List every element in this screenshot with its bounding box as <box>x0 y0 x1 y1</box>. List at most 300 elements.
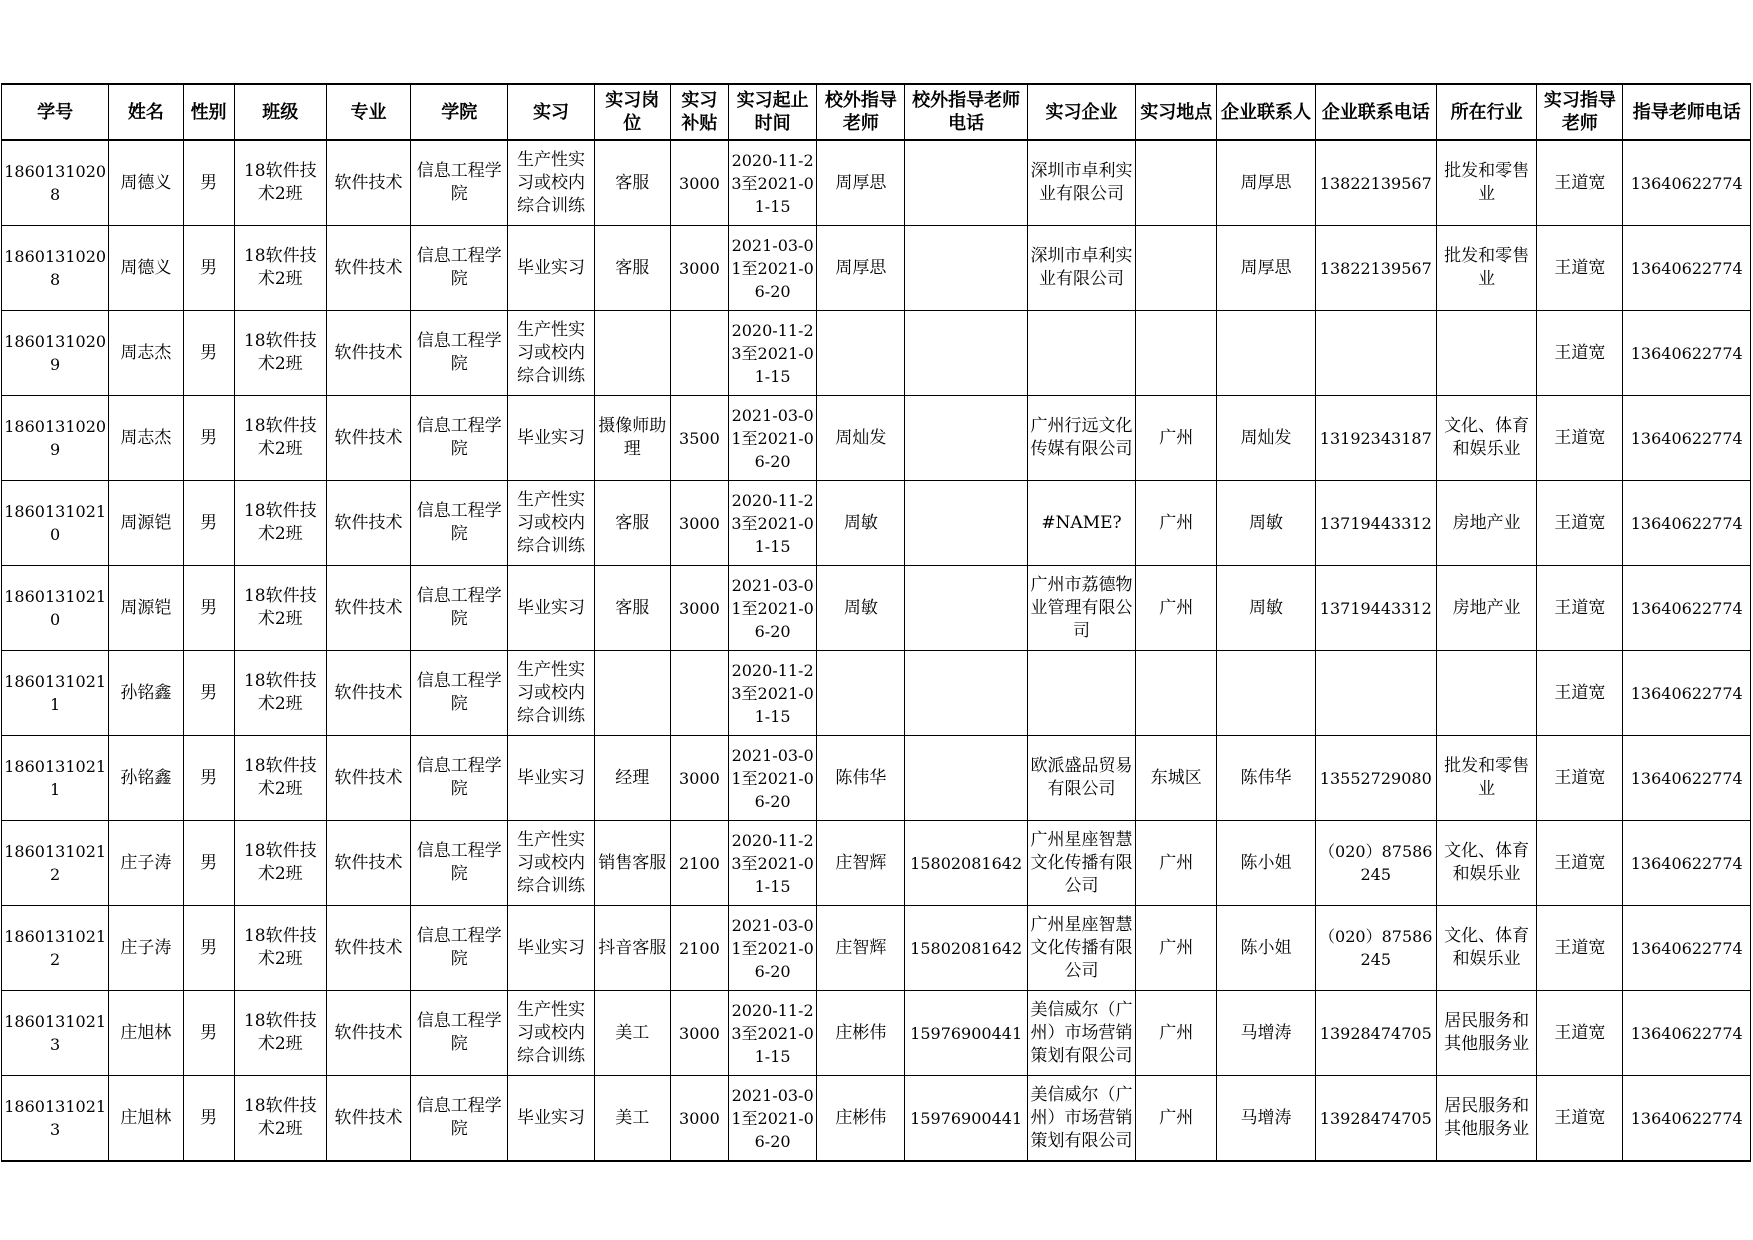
cell-location <box>1136 821 1217 906</box>
header-row <box>2 84 1751 140</box>
cell-industry <box>1436 566 1536 651</box>
cell-text: 男 <box>200 937 218 958</box>
cell-class <box>234 991 326 1076</box>
table-body <box>2 140 1751 1161</box>
cell-period <box>728 226 816 311</box>
cell-text: 文化、体育和娱乐业 <box>1444 416 1530 459</box>
cell-text: 房地产业 <box>1452 597 1521 618</box>
cell-text: 信息工程学院 <box>416 756 502 799</box>
cell-type <box>508 736 594 821</box>
cell-tutor <box>1537 906 1623 991</box>
cell-text: 生产性实习或校内综合训练 <box>517 999 585 1066</box>
cell-type <box>508 140 594 226</box>
cell-company <box>1027 736 1135 821</box>
column-header-ext-tutor: 校外指导老师 <box>817 84 905 140</box>
cell-text: 男 <box>200 1107 218 1128</box>
cell-period <box>728 736 816 821</box>
cell-location <box>1136 906 1217 991</box>
cell-contact-phone <box>1315 226 1436 311</box>
cell-name <box>109 481 183 566</box>
cell-contact <box>1217 566 1315 651</box>
cell-text: 3500 <box>679 428 720 448</box>
cell-company <box>1027 991 1135 1076</box>
cell-ext-tutor-phone <box>905 481 1027 566</box>
cell-ext-tutor <box>817 566 905 651</box>
cell-text: 18601310210 <box>4 502 107 544</box>
cell-text: 生产性实习或校内综合训练 <box>517 829 585 896</box>
cell-text: 15976900441 <box>910 1108 1023 1128</box>
cell-text: 2100 <box>679 938 720 958</box>
cell-text: 摄像师助理 <box>598 416 667 459</box>
cell-text: 男 <box>200 342 218 363</box>
cell-name <box>109 396 183 481</box>
cell-tutor-phone <box>1623 651 1751 736</box>
cell-gender <box>183 821 234 906</box>
cell-text: 男 <box>200 512 218 533</box>
table-row <box>2 991 1751 1076</box>
cell-text: 男 <box>200 427 218 448</box>
cell-ext-tutor-phone <box>905 906 1027 991</box>
cell-text: 周厚思 <box>1240 257 1292 278</box>
cell-text: 广州 <box>1159 1022 1194 1043</box>
cell-contact <box>1217 1076 1315 1162</box>
cell-gender <box>183 991 234 1076</box>
cell-text: 2021-03-01至2021-06-20 <box>731 235 814 301</box>
cell-text: 13640622774 <box>1630 173 1743 193</box>
cell-period <box>728 396 816 481</box>
cell-tutor <box>1537 396 1623 481</box>
cell-text: 广州市荔德物业管理有限公司 <box>1030 574 1133 641</box>
cell-contact-phone <box>1315 991 1436 1076</box>
cell-text: 客服 <box>615 257 650 278</box>
cell-text: 周敏 <box>843 512 878 533</box>
cell-text: 3000 <box>679 258 720 278</box>
cell-period <box>728 481 816 566</box>
cell-text: 文化、体育和娱乐业 <box>1444 926 1530 969</box>
cell-text: 18软件技术2班 <box>243 331 317 374</box>
cell-name <box>109 140 183 226</box>
cell-class <box>234 651 326 736</box>
cell-period <box>728 1076 816 1162</box>
cell-text: （020）87586245 <box>1319 927 1433 969</box>
cell-text: 18601310211 <box>4 672 107 714</box>
cell-period <box>728 566 816 651</box>
cell-text: 批发和零售业 <box>1444 161 1530 204</box>
cell-tutor-phone <box>1623 481 1751 566</box>
cell-class <box>234 140 326 226</box>
cell-text: 软件技术 <box>334 257 403 278</box>
column-header-location: 实习地点 <box>1136 84 1217 140</box>
cell-location <box>1136 991 1217 1076</box>
cell-text: 18601310209 <box>4 417 107 459</box>
cell-text: 毕业实习 <box>517 597 585 618</box>
column-header-post: 实习岗位 <box>594 84 670 140</box>
cell-type <box>508 991 594 1076</box>
cell-text: 软件技术 <box>334 1022 403 1043</box>
table-header <box>2 84 1751 140</box>
cell-text: 美信威尔（广州）市场营销策划有限公司 <box>1030 1084 1133 1151</box>
cell-text: 软件技术 <box>334 427 403 448</box>
cell-post <box>594 991 670 1076</box>
cell-major <box>326 1076 410 1162</box>
cell-contact-phone <box>1315 396 1436 481</box>
column-header-gender: 性别 <box>183 84 234 140</box>
cell-tutor <box>1537 651 1623 736</box>
cell-text: 13640622774 <box>1630 513 1743 533</box>
cell-company <box>1027 821 1135 906</box>
cell-text: 18软件技术2班 <box>243 926 317 969</box>
cell-industry <box>1436 821 1536 906</box>
cell-text: 信息工程学院 <box>416 331 502 374</box>
cell-id <box>2 226 109 311</box>
cell-text: 18软件技术2班 <box>243 1011 317 1054</box>
cell-industry <box>1436 651 1536 736</box>
cell-id <box>2 566 109 651</box>
cell-gender <box>183 226 234 311</box>
cell-text: 信息工程学院 <box>416 926 502 969</box>
cell-tutor-phone <box>1623 1076 1751 1162</box>
cell-name <box>109 1076 183 1162</box>
cell-ext-tutor-phone <box>905 736 1027 821</box>
cell-ext-tutor-phone <box>905 651 1027 736</box>
cell-text: 庄子涛 <box>120 937 172 958</box>
cell-name <box>109 736 183 821</box>
cell-text: 3000 <box>679 768 720 788</box>
cell-text: 马增涛 <box>1240 1022 1292 1043</box>
cell-text: 马增涛 <box>1240 1107 1292 1128</box>
cell-tutor <box>1537 140 1623 226</box>
cell-text: 周志杰 <box>120 342 172 363</box>
cell-tutor-phone <box>1623 311 1751 396</box>
cell-text: 2020-11-23至2021-01-15 <box>731 320 814 386</box>
cell-post <box>594 906 670 991</box>
cell-text: 软件技术 <box>334 937 403 958</box>
cell-text: 男 <box>200 767 218 788</box>
cell-company <box>1027 396 1135 481</box>
cell-text: 毕业实习 <box>517 257 585 278</box>
cell-text: 3000 <box>679 1108 720 1128</box>
cell-tutor <box>1537 566 1623 651</box>
table-row <box>2 140 1751 226</box>
cell-contact <box>1217 140 1315 226</box>
cell-ext-tutor <box>817 821 905 906</box>
cell-text: 信息工程学院 <box>416 161 502 204</box>
cell-text: 13640622774 <box>1630 768 1743 788</box>
cell-id <box>2 821 109 906</box>
cell-ext-tutor <box>817 481 905 566</box>
cell-text: 13640622774 <box>1630 683 1743 703</box>
cell-industry <box>1436 1076 1536 1162</box>
cell-text: 信息工程学院 <box>416 1011 502 1054</box>
cell-text: 软件技术 <box>334 852 403 873</box>
cell-text: 18软件技术2班 <box>243 501 317 544</box>
cell-text: 经理 <box>615 767 650 788</box>
cell-text: 软件技术 <box>334 512 403 533</box>
cell-subsidy <box>670 1076 728 1162</box>
cell-college <box>411 821 508 906</box>
cell-text: 王道宽 <box>1554 342 1606 363</box>
column-header-tutor-phone: 指导老师电话 <box>1623 84 1751 140</box>
cell-tutor-phone <box>1623 396 1751 481</box>
cell-text: 抖音客服 <box>598 937 667 958</box>
cell-period <box>728 140 816 226</box>
cell-text: 软件技术 <box>334 1107 403 1128</box>
cell-post <box>594 651 670 736</box>
cell-text: 周德义 <box>120 257 172 278</box>
cell-major <box>326 906 410 991</box>
cell-college <box>411 736 508 821</box>
cell-text: 毕业实习 <box>517 427 585 448</box>
cell-text: 居民服务和其他服务业 <box>1444 1096 1530 1139</box>
cell-text: 13719443312 <box>1319 598 1432 618</box>
cell-text: 王道宽 <box>1554 427 1606 448</box>
cell-class <box>234 396 326 481</box>
cell-text: 3000 <box>679 1023 720 1043</box>
cell-location <box>1136 1076 1217 1162</box>
cell-major <box>326 736 410 821</box>
cell-text: 陈小姐 <box>1240 852 1292 873</box>
cell-text: 2021-03-01至2021-06-20 <box>731 915 814 981</box>
cell-text: 广州 <box>1159 427 1194 448</box>
cell-ext-tutor-phone <box>905 1076 1027 1162</box>
cell-type <box>508 396 594 481</box>
column-header-name: 姓名 <box>109 84 183 140</box>
cell-tutor <box>1537 991 1623 1076</box>
cell-text: 3000 <box>679 173 720 193</box>
cell-name <box>109 821 183 906</box>
cell-text: 男 <box>200 257 218 278</box>
table-row <box>2 821 1751 906</box>
cell-text: 美信威尔（广州）市场营销策划有限公司 <box>1030 999 1133 1066</box>
cell-text: （020）87586245 <box>1319 842 1433 884</box>
cell-text: 周源铠 <box>120 512 172 533</box>
cell-text: 2020-11-23至2021-01-15 <box>731 490 814 556</box>
cell-text: 周志杰 <box>120 427 172 448</box>
column-header-contact: 企业联系人 <box>1217 84 1315 140</box>
cell-major <box>326 226 410 311</box>
cell-major <box>326 821 410 906</box>
cell-ext-tutor-phone <box>905 396 1027 481</box>
cell-ext-tutor <box>817 311 905 396</box>
cell-industry <box>1436 736 1536 821</box>
cell-college <box>411 311 508 396</box>
cell-tutor-phone <box>1623 736 1751 821</box>
cell-industry <box>1436 991 1536 1076</box>
column-header-ext-tutor-phone: 校外指导老师电话 <box>905 84 1027 140</box>
cell-text: 13640622774 <box>1630 343 1743 363</box>
cell-text: 广州 <box>1159 512 1194 533</box>
cell-text: 信息工程学院 <box>416 586 502 629</box>
cell-contact <box>1217 311 1315 396</box>
cell-text: 周灿发 <box>1240 427 1292 448</box>
cell-type <box>508 1076 594 1162</box>
cell-text: 庄旭林 <box>120 1107 172 1128</box>
cell-text: 批发和零售业 <box>1444 756 1530 799</box>
cell-text: 王道宽 <box>1554 1022 1606 1043</box>
cell-text: 13640622774 <box>1630 1108 1743 1128</box>
cell-text: 2020-11-23至2021-01-15 <box>731 660 814 726</box>
cell-company <box>1027 566 1135 651</box>
cell-text: 18601310208 <box>4 162 107 204</box>
cell-text: 13640622774 <box>1630 598 1743 618</box>
cell-text: 2021-03-01至2021-06-20 <box>731 575 814 641</box>
column-header-industry: 所在行业 <box>1436 84 1536 140</box>
cell-type <box>508 651 594 736</box>
cell-gender <box>183 651 234 736</box>
cell-text: 广州 <box>1159 852 1194 873</box>
cell-text: 王道宽 <box>1554 597 1606 618</box>
cell-text: 销售客服 <box>598 852 667 873</box>
cell-contact <box>1217 226 1315 311</box>
cell-text: 周源铠 <box>120 597 172 618</box>
cell-class <box>234 906 326 991</box>
cell-text: 庄旭林 <box>120 1022 172 1043</box>
cell-text: 18软件技术2班 <box>243 161 317 204</box>
cell-text: 毕业实习 <box>517 1107 585 1128</box>
cell-text: 王道宽 <box>1554 257 1606 278</box>
cell-tutor-phone <box>1623 140 1751 226</box>
cell-college <box>411 226 508 311</box>
cell-id <box>2 140 109 226</box>
cell-text: 生产性实习或校内综合训练 <box>517 149 585 216</box>
cell-text: 3000 <box>679 513 720 533</box>
cell-text: 信息工程学院 <box>416 671 502 714</box>
cell-text: 2020-11-23至2021-01-15 <box>731 1000 814 1066</box>
table-row <box>2 1076 1751 1162</box>
cell-text: 美工 <box>615 1107 650 1128</box>
cell-text: 深圳市卓利实业有限公司 <box>1030 161 1133 204</box>
cell-period <box>728 821 816 906</box>
cell-gender <box>183 311 234 396</box>
cell-tutor-phone <box>1623 906 1751 991</box>
cell-text: 2021-03-01至2021-06-20 <box>731 1085 814 1151</box>
cell-ext-tutor-phone <box>905 821 1027 906</box>
cell-id <box>2 736 109 821</box>
cell-text: 孙铭鑫 <box>120 682 172 703</box>
cell-tutor <box>1537 311 1623 396</box>
column-header-college: 学院 <box>411 84 508 140</box>
cell-text: 生产性实习或校内综合训练 <box>517 319 585 386</box>
cell-text: 18601310212 <box>4 842 107 884</box>
cell-ext-tutor-phone <box>905 226 1027 311</box>
column-header-id: 学号 <box>2 84 109 140</box>
table-row <box>2 311 1751 396</box>
cell-text: 18601310209 <box>4 332 107 374</box>
cell-text: 2020-11-23至2021-01-15 <box>731 150 814 216</box>
cell-location <box>1136 736 1217 821</box>
cell-contact-phone <box>1315 481 1436 566</box>
cell-college <box>411 991 508 1076</box>
cell-text: 东城区 <box>1150 767 1202 788</box>
cell-text: 男 <box>200 172 218 193</box>
cell-post <box>594 481 670 566</box>
internship-table <box>1 83 1751 1162</box>
cell-company <box>1027 906 1135 991</box>
cell-ext-tutor-phone <box>905 311 1027 396</box>
cell-industry <box>1436 311 1536 396</box>
cell-type <box>508 226 594 311</box>
cell-text: 13822139567 <box>1319 173 1432 193</box>
cell-text: 3000 <box>679 598 720 618</box>
cell-ext-tutor <box>817 1076 905 1162</box>
cell-college <box>411 566 508 651</box>
cell-post <box>594 566 670 651</box>
cell-text: 软件技术 <box>334 682 403 703</box>
cell-type <box>508 566 594 651</box>
cell-gender <box>183 566 234 651</box>
cell-text: 13552729080 <box>1319 768 1432 788</box>
cell-major <box>326 396 410 481</box>
cell-contact-phone <box>1315 906 1436 991</box>
cell-tutor <box>1537 736 1623 821</box>
cell-location <box>1136 140 1217 226</box>
cell-location <box>1136 226 1217 311</box>
cell-text: 13640622774 <box>1630 1023 1743 1043</box>
cell-text: 18软件技术2班 <box>243 586 317 629</box>
cell-college <box>411 651 508 736</box>
cell-text: 男 <box>200 682 218 703</box>
cell-text: 18软件技术2班 <box>243 671 317 714</box>
cell-subsidy <box>670 396 728 481</box>
table-row <box>2 651 1751 736</box>
cell-contact <box>1217 396 1315 481</box>
cell-location <box>1136 396 1217 481</box>
cell-type <box>508 906 594 991</box>
cell-period <box>728 651 816 736</box>
cell-text: 庄智辉 <box>835 937 887 958</box>
cell-id <box>2 311 109 396</box>
cell-post <box>594 140 670 226</box>
cell-class <box>234 311 326 396</box>
cell-text: 2021-03-01至2021-06-20 <box>731 745 814 811</box>
cell-text: 生产性实习或校内综合训练 <box>517 659 585 726</box>
cell-contact-phone <box>1315 311 1436 396</box>
cell-type <box>508 311 594 396</box>
cell-id <box>2 991 109 1076</box>
cell-post <box>594 396 670 481</box>
cell-contact <box>1217 481 1315 566</box>
column-header-major: 专业 <box>326 84 410 140</box>
cell-tutor-phone <box>1623 566 1751 651</box>
cell-text: 15976900441 <box>910 1023 1023 1043</box>
cell-text: 13822139567 <box>1319 258 1432 278</box>
cell-text: 13640622774 <box>1630 938 1743 958</box>
cell-location <box>1136 311 1217 396</box>
cell-text: 15802081642 <box>910 938 1023 958</box>
cell-name <box>109 226 183 311</box>
cell-text: 18软件技术2班 <box>243 756 317 799</box>
cell-text: 周敏 <box>1248 512 1283 533</box>
internship-table-sheet <box>1 83 1751 1162</box>
cell-class <box>234 226 326 311</box>
cell-text: 13192343187 <box>1319 428 1432 448</box>
cell-contact-phone <box>1315 736 1436 821</box>
cell-text: 毕业实习 <box>517 767 585 788</box>
cell-class <box>234 736 326 821</box>
cell-post <box>594 226 670 311</box>
cell-text: 客服 <box>615 512 650 533</box>
cell-text: 15802081642 <box>910 853 1023 873</box>
cell-ext-tutor <box>817 651 905 736</box>
cell-ext-tutor-phone <box>905 140 1027 226</box>
cell-tutor-phone <box>1623 991 1751 1076</box>
cell-name <box>109 991 183 1076</box>
cell-text: 软件技术 <box>334 767 403 788</box>
cell-text: 2100 <box>679 853 720 873</box>
table-row <box>2 481 1751 566</box>
column-header-class: 班级 <box>234 84 326 140</box>
cell-text: 陈伟华 <box>1240 767 1292 788</box>
